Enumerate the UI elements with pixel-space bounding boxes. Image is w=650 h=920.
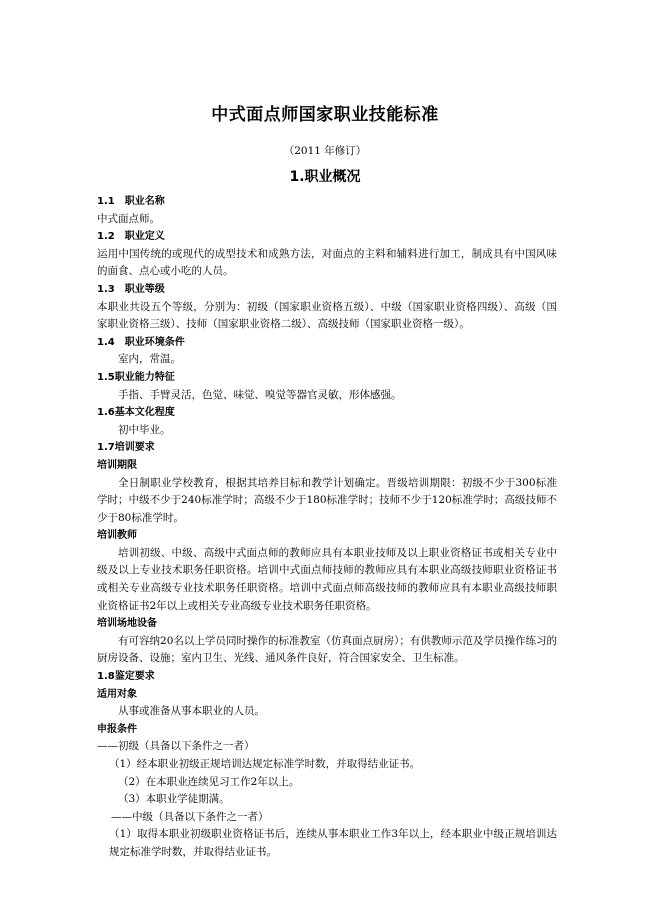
section-heading-1-6: 1.6基本文化程度 bbox=[97, 407, 175, 419]
chapter-heading: 1.职业概况 bbox=[289, 169, 361, 185]
junior-condition-item: （3）本职业学徒期满。 bbox=[118, 793, 230, 806]
apply-conditions-heading: 申报条件 bbox=[97, 723, 137, 735]
section-text-1-3: 本职业共设五个等级，分别为：初级（国家职业资格五级）、中级（国家职业资格四级）、高级（国家职业资格三级）、技师（国家职业资格二级）、高级技师（国家职业资格一级）。 bbox=[97, 300, 557, 331]
applicable-heading: 适用对象 bbox=[97, 688, 137, 700]
document-body bbox=[97, 193, 557, 862]
venue-heading: 培训场地设备 bbox=[97, 618, 157, 630]
section-text-1-2: 运用中国传统的或现代的成型技术和成熟方法，对面点的主料和辅料进行加工，制成具有中国风味的面食、点心或小吃的人员。 bbox=[97, 247, 557, 278]
training-period-heading: 培训期限 bbox=[97, 459, 137, 471]
section-heading-1-8: 1.8鉴定要求 bbox=[97, 671, 155, 683]
venue-text: 有可容纳20名以上学员同时操作的标准教室（仿真面点厨房）；有供教师示范及学员操作练习的厨房设备、设施；室内卫生、光线、通风条件良好，符合国家安全、卫生标准。 bbox=[97, 634, 557, 665]
document-subtitle: （2011 年修订） bbox=[283, 145, 367, 157]
section-text-1-5: 手指、手臂灵活，色觉、味觉、嗅觉等器官灵敏，形体感强。 bbox=[118, 388, 402, 401]
section-heading-1-2: 1.2 职业定义 bbox=[97, 231, 165, 243]
section-text-1-4: 室内，常温。 bbox=[118, 353, 181, 366]
section-text-1-1: 中式面点师。 bbox=[97, 212, 160, 225]
junior-condition-item: （2）在本职业连续见习工作2年以上。 bbox=[118, 775, 300, 788]
section-heading-1-1: 1.1 职业名称 bbox=[97, 196, 165, 207]
section-heading-1-7: 1.7培训要求 bbox=[97, 442, 155, 454]
middle-level-heading: ——中级（具备以下条件之一者） bbox=[111, 810, 269, 823]
document-title: 中式面点师国家职业技能标准 bbox=[211, 105, 439, 125]
trainer-heading: 培训教师 bbox=[97, 530, 137, 542]
trainer-text: 培训初级、中级、高级中式面点师的教师应具有本职业技师及以上职业资格证书或相关专业中级及以上专业技术职务任职资格。培训中式面点师技师的教师应具有本职业高级技师职业资格证书或相关专业高级专业技术职务任职资格。培训中式面点师高级技师的教师应具有本职业高级技师职业资格证书2年以上或相关专业高级专业技术职务任职资格。 bbox=[97, 546, 557, 612]
junior-level-heading: ——初级（具备以下条件之一者） bbox=[97, 740, 255, 753]
training-period-text: 全日制职业学校教育，根据其培养目标和教学计划确定。晋级培训期限：初级不少于300标准学时；中级不少于240标准学时；高级不少于180标准学时；技师不少于120标准学时；高级技师不少于80标准学时。 bbox=[97, 476, 557, 524]
section-heading-1-3: 1.3 职业等级 bbox=[97, 283, 165, 295]
middle-condition-item: （1）取得本职业初级职业资格证书后，连续从事本职业工作3年以上，经本职业中级正规培训达规定标准学时数，并取得结业证书。 bbox=[109, 828, 557, 858]
section-heading-1-5: 1.5职业能力特征 bbox=[97, 371, 175, 383]
applicable-text: 从事或准备从事本职业的人员。 bbox=[118, 705, 265, 718]
section-text-1-6: 初中毕业。 bbox=[118, 423, 171, 436]
section-heading-1-4: 1.4 职业环境条件 bbox=[97, 336, 185, 348]
junior-condition-item: （1）经本职业初级正规培训达规定标准学时数，并取得结业证书。 bbox=[109, 758, 421, 770]
